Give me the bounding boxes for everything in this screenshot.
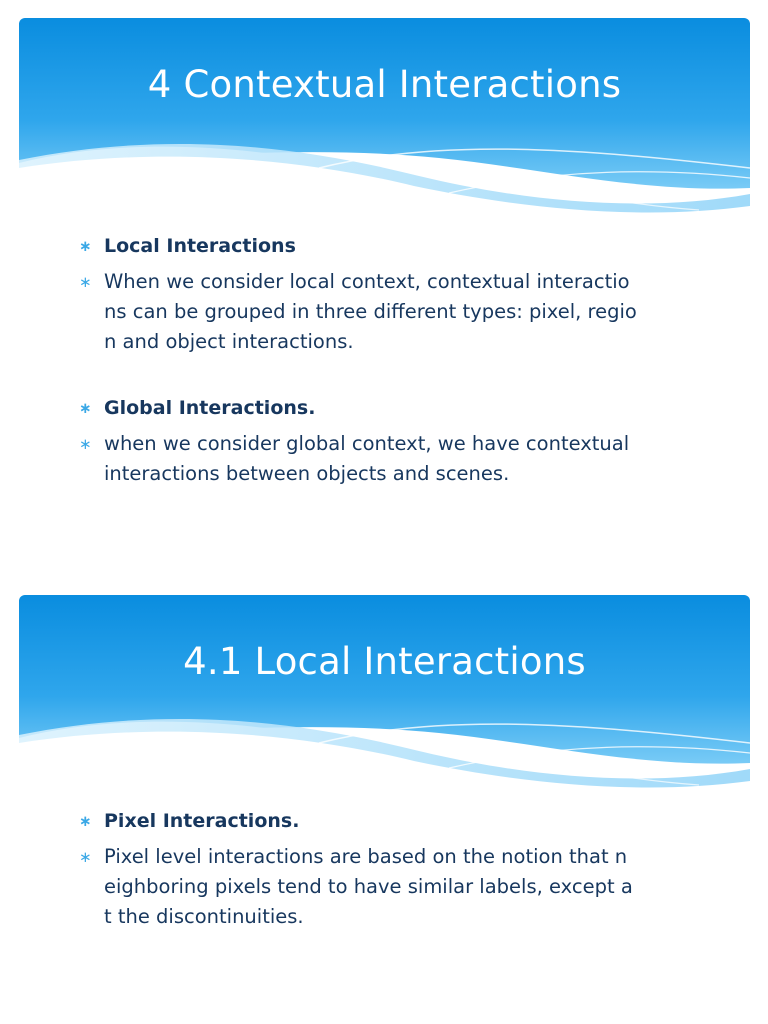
bullet-marker-icon: ∗: [79, 812, 92, 830]
bullet-marker-icon: ∗: [79, 435, 92, 453]
bullet-text-line: n and object interactions.: [104, 330, 354, 353]
bullet-marker-icon: ∗: [79, 273, 92, 291]
bullet-item: [79, 429, 689, 489]
slide-title: 4.1 Local Interactions: [183, 640, 586, 683]
slide-banner: [19, 18, 750, 218]
bullet-text-line: t the discontinuities.: [104, 905, 304, 928]
bullet-list: [79, 806, 689, 938]
bullet-list: [79, 231, 689, 495]
bullet-text-line: ns can be grouped in three different types: pixel, regio: [104, 300, 637, 323]
wave-banner-graphic: [19, 595, 750, 795]
bullet-item: [79, 842, 689, 932]
wave-banner-graphic: [19, 18, 750, 218]
bullet-item: [79, 393, 689, 423]
bullet-text-line: when we consider global context, we have contextual: [104, 432, 630, 455]
bullet-text: Pixel Interactions.: [104, 810, 300, 832]
slide-banner: [19, 595, 750, 795]
bullet-item: [79, 267, 689, 357]
bullet-marker-icon: ∗: [79, 237, 92, 255]
bullet-item: [79, 806, 689, 836]
slide-contextual-interactions: [19, 18, 750, 518]
slide-title: 4 Contextual Interactions: [147, 63, 622, 106]
bullet-marker-icon: ∗: [79, 399, 92, 417]
bullet-text-line: When we consider local context, contextual interactio: [104, 270, 630, 293]
bullet-text-line: interactions between objects and scenes.: [104, 462, 510, 485]
bullet-item: [79, 231, 689, 261]
bullet-text-line: eighboring pixels tend to have similar labels, except a: [104, 875, 633, 898]
bullet-text: Local Interactions: [104, 235, 296, 257]
bullet-text-line: Pixel level interactions are based on the notion that n: [104, 845, 628, 868]
slide-local-interactions: [19, 595, 750, 1000]
bullet-marker-icon: ∗: [79, 848, 92, 866]
bullet-text: Global Interactions.: [104, 397, 316, 419]
